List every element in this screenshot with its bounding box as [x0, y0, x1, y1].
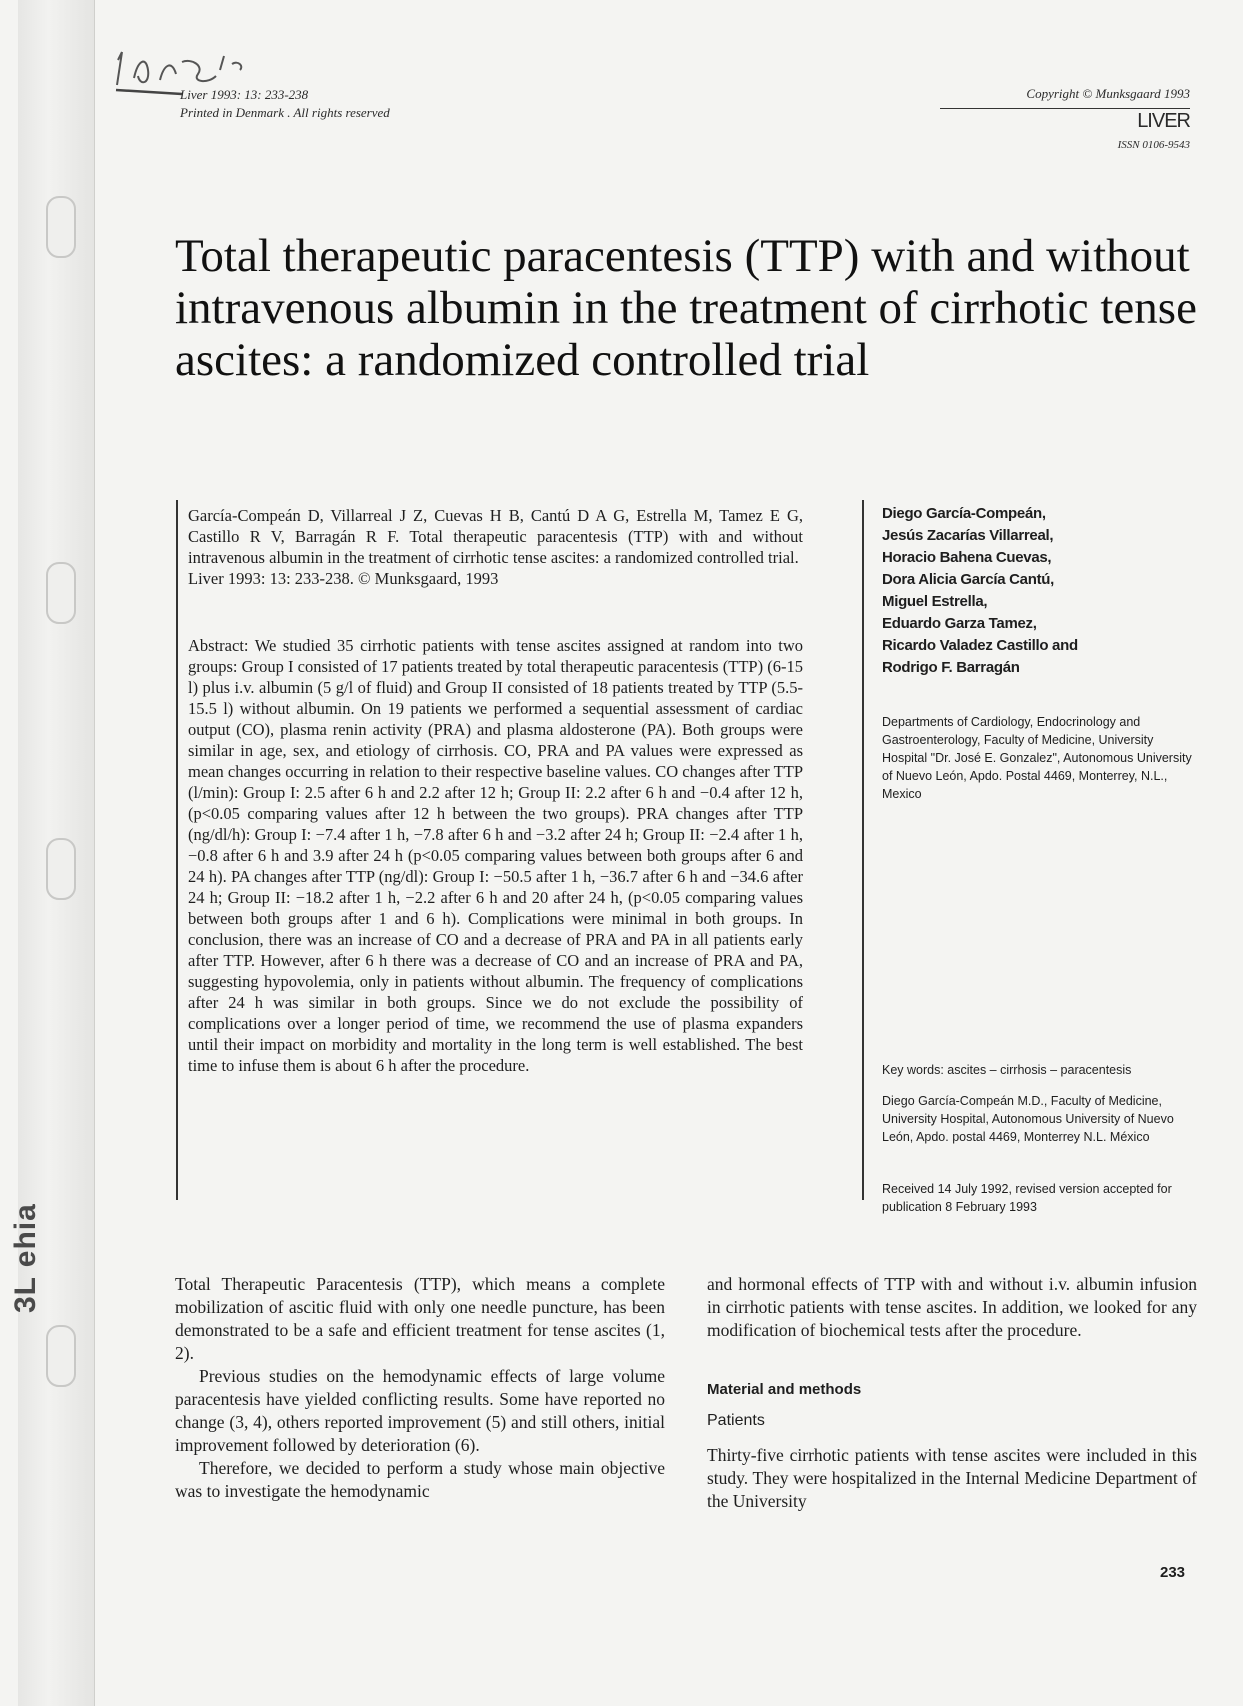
author: Miguel Estrella,	[882, 593, 988, 610]
copyright-line: Copyright © Munksgaard 1993	[1026, 86, 1190, 101]
citation-block	[188, 505, 803, 589]
keywords: Key words: ascites – cirrhosis – paracentesis	[882, 1063, 1132, 1077]
citation-text: García-Compeán D, Villarreal J Z, Cuevas H B, Cantú D A G, Estrella M, Tamez E G, Castillo R V, Barragán R F. Total therapeutic paracentesis (TTP) with and without intravenous albumin in the treatment of cirrhotic tense ascites: a randomized controlled trial.	[188, 506, 803, 567]
journal-name: LIVER	[940, 108, 1190, 131]
correspondence-address: Diego García-Compeán M.D., Faculty of Medicine, University Hospital, Autonomous University of Nuevo León, Apdo. postal 4469, Monterrey N.L. México	[882, 1094, 1174, 1144]
journal-masthead	[940, 84, 1190, 155]
author: Diego García-Compeán,	[882, 505, 1046, 522]
journal-citation-header	[180, 86, 390, 122]
sleeve-logo-text: 3L ehia	[9, 1203, 42, 1313]
punch-hole-4	[46, 1325, 76, 1387]
author: Ricardo Valadez Castillo and	[882, 637, 1078, 654]
body-paragraph: Total Therapeutic Paracentesis (TTP), which means a complete mobilization of ascitic fluid with only one needle puncture, has been demonstrated to be a safe and efficient treatment for tense ascites (1, 2).	[175, 1274, 665, 1363]
sleeve-logo	[9, 1203, 119, 1313]
punch-hole-3	[46, 838, 76, 900]
body-paragraph: Thirty-five cirrhotic patients with tense ascites were included in this study. They were hospitalized in the Internal Medicine Department of the University	[707, 1445, 1197, 1511]
author: Eduardo Garza Tamez,	[882, 615, 1037, 632]
citation-source: Liver 1993: 13: 233-238. © Munksgaard, 1993	[188, 569, 499, 588]
page-number: 233	[1160, 1564, 1186, 1581]
left-vertical-rule	[176, 500, 178, 1200]
author: Dora Alicia García Cantú,	[882, 571, 1055, 588]
body-column-right	[707, 1273, 1197, 1513]
body-paragraph: Previous studies on the hemodynamic effects of large volume paracentesis have yielded conflicting results. Some have reported no change (3, 4), others reported improvement (5) and still others, initial improvement followed by deterioration (6).	[175, 1366, 665, 1455]
body-paragraph: and hormonal effects of TTP with and without i.v. albumin infusion in cirrhotic patients with tense ascites. In addition, we looked for any modification of biochemical tests after the procedure.	[707, 1274, 1197, 1340]
printed-in: Printed in Denmark . All rights reserved	[180, 105, 390, 120]
punch-hole-1	[46, 196, 76, 258]
subsection-heading: Patients	[707, 1412, 765, 1429]
issn: ISSN 0106-9543	[1117, 139, 1190, 151]
author: Rodrigo F. Barragán	[882, 659, 1020, 676]
author: Horacio Bahena Cuevas,	[882, 549, 1052, 566]
center-vertical-rule	[862, 500, 864, 1200]
punch-hole-2	[46, 562, 76, 624]
body-paragraph: Therefore, we decided to perform a study whose main objective was to investigate the hemodynamic	[175, 1458, 665, 1501]
journal-issue-info: Liver 1993: 13: 233-238	[180, 87, 309, 102]
author-list	[882, 503, 1202, 679]
abstract: Abstract: We studied 35 cirrhotic patients with tense ascites assigned at random into two groups: Group I consisted of 17 patients treated by total therapeutic paracentesis (TTP) (6-15 l) plus i.v. albumin (5 g/l of fluid) and Group II consisted of 18 patients treated by TTP (5.5-15.5 l) without albumin. On 19 patients we performed a sequential assessment of cardiac output (CO), plasma renin activity (PRA) and plasma aldosterone (PA). Both groups were similar in age, sex, and etiology of cirrhosis. CO, PRA and PA values were expressed as mean changes occurring in relation to their respective baseline values. CO changes after TTP (l/min): Group I: 2.5 after 6 h and 2.2 after 12 h; Group II: 2.2 after 6 h and −0.4 after 12 h, (p<0.05 comparing values after 12 h between the two groups). PRA changes after TTP (ng/dl/h): Group I: −7.4 after 1 h, −7.8 after 6 h and −3.2 after 24 h; Group II: −2.4 after 1 h, −0.8 after 6 h and 3.9 after 24 h (p<0.05 comparing values between both groups after 6 and 24 h). PA changes after TTP (ng/dl): Group I: −50.5 after 1 h, −36.7 after 6 h and −34.6 after 24 h; Group II: −18.2 after 1 h, −2.2 after 6 h and 20 after 24 h, (p<0.05 comparing values between both groups after 1 and 6 h). Complications were minimal in both groups. In conclusion, there was an increase of CO and a decrease of PRA and PA in all patients early after TTP. However, after 6 h there was a decrease of CO and an increase of PRA and PA, suggesting hypovolemia, only in patients without albumin. The frequency of complications after 24 h was similar in both groups. Since we do not exclude the possibility of complications over a longer period of time, we recommend the use of plasma expanders until their impact on morbidity and mortality in the long term is well established. The best time to infuse them is about 6 h after the procedure.	[188, 636, 803, 1075]
received-dates: Received 14 July 1992, revised version accepted for publication 8 February 1993	[882, 1182, 1172, 1214]
affiliation: Departments of Cardiology, Endocrinology and Gastroenterology, Faculty of Medicine, University Hospital "Dr. José E. Gonzalez", Autonomous University of Nuevo León, Apdo. Postal 4469, Monterrey, N.L., Mexico	[882, 715, 1192, 801]
section-heading: Material and methods	[707, 1381, 862, 1398]
author: Jesús Zacarías Villarreal,	[882, 527, 1054, 544]
body-column-left	[175, 1273, 665, 1503]
article-title: Total therapeutic paracentesis (TTP) with and without intravenous albumin in the treatment of cirrhotic tense ascites: a randomized controlled trial	[175, 230, 1197, 386]
